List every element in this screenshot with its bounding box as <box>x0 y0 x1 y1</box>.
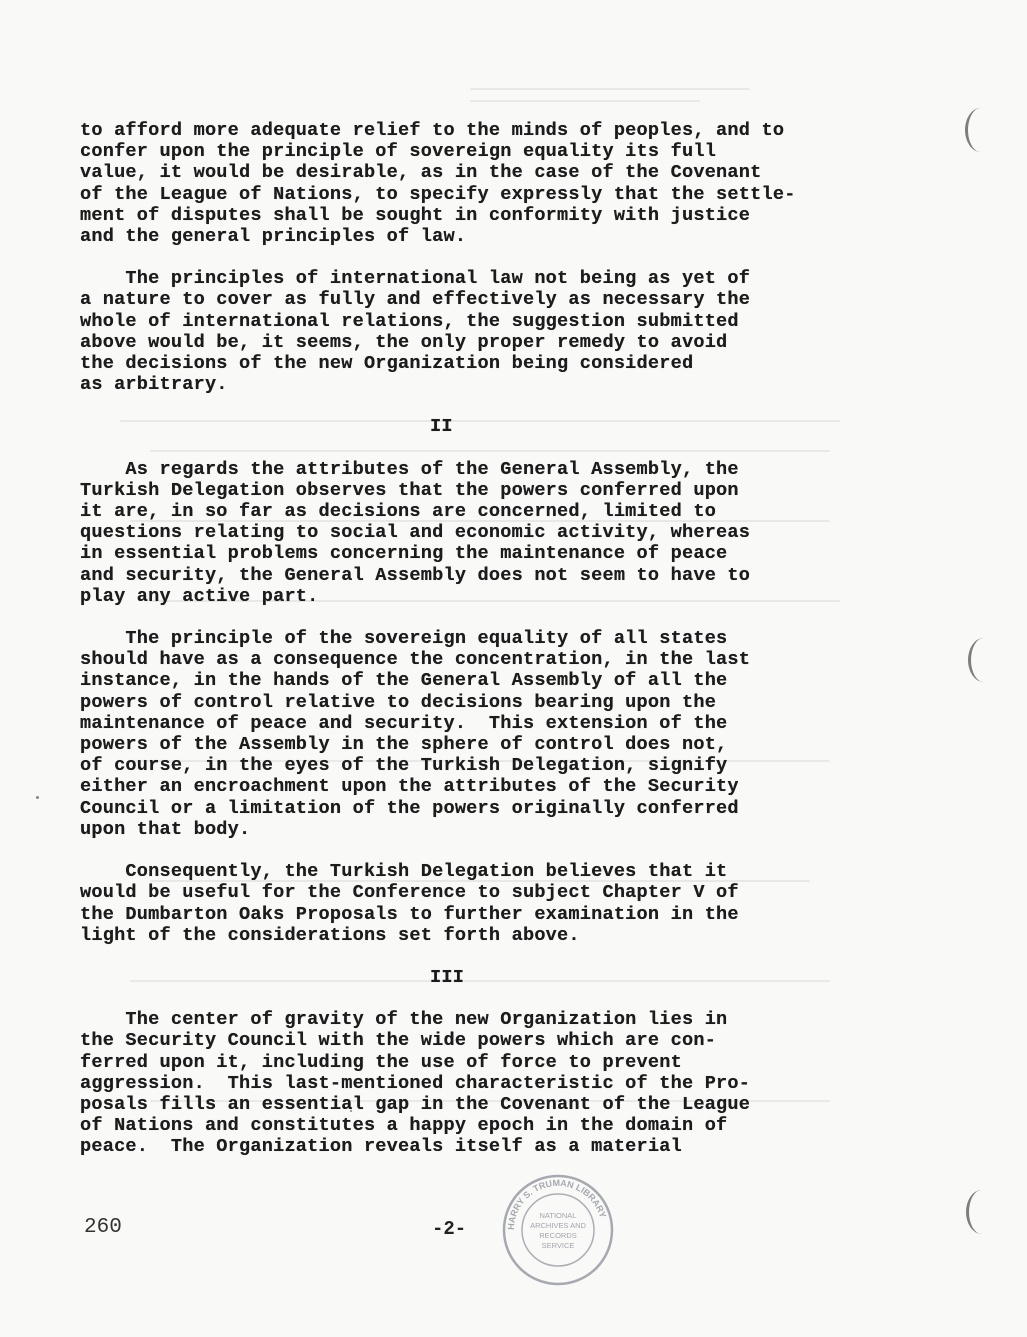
text-line: it are, in so far as decisions are concerned, limited to <box>80 501 717 523</box>
text-line: to afford more adequate relief to the minds of peoples, and to <box>80 120 785 141</box>
text-line: posals fills an essential gap in the Covenant of the League <box>80 1093 751 1115</box>
text-line: peace. The Organization reveals itself as a material <box>80 1136 682 1158</box>
text-line: The principles of international law not being as yet of <box>80 268 751 290</box>
stamp-text-line: NATIONAL <box>539 1211 577 1220</box>
text-line: The principle of the sovereign equality of all states <box>80 628 728 650</box>
text-line: confer upon the principle of sovereign equality its full <box>80 141 717 163</box>
text-line: powers of the Assembly in the sphere of control does not, <box>80 734 728 756</box>
page-number: -2- <box>432 1218 467 1240</box>
text-line: and the general principles of law. <box>80 226 467 248</box>
text-line: above would be, it seems, the only proper remedy to avoid <box>80 331 728 353</box>
text-line: of the League of Nations, to specify expressly that the settle- <box>80 183 796 205</box>
text-line: of course, in the eyes of the Turkish Delegation, signify <box>80 755 728 777</box>
stamp-text-line: SERVICE <box>541 1241 575 1250</box>
text-line: the decisions of the new Organization being considered <box>80 353 694 375</box>
paragraph <box>80 120 900 247</box>
paragraph-spacer <box>80 840 900 861</box>
text-line: As regards the attributes of the General Assembly, the <box>80 458 739 480</box>
section-heading: II <box>430 416 453 438</box>
text-line: whole of international relations, the suggestion submitted <box>80 310 739 332</box>
text-line: the Security Council with the wide powers which are con- <box>80 1030 717 1052</box>
text-line: The center of gravity of the new Organization lies in <box>80 1009 728 1031</box>
paragraph-spacer <box>80 247 900 268</box>
text-line: Council or a limitation of the powers originally conferred <box>80 797 739 819</box>
text-line: a nature to cover as fully and effectively as necessary the <box>80 289 751 311</box>
paragraph <box>80 628 900 840</box>
text-line: either an encroachment upon the attributes of the Security <box>80 776 739 798</box>
text-line: the Dumbarton Oaks Proposals to further examination in the <box>80 903 739 925</box>
stamp-text-line: RECORDS <box>539 1231 577 1240</box>
paragraph-spacer <box>80 946 900 967</box>
paragraph-spacer <box>80 988 900 1009</box>
paragraph <box>80 861 900 946</box>
text-line: should have as a consequence the concentration, in the last <box>80 649 751 671</box>
text-line: play any active part. <box>80 585 319 607</box>
text-line: light of the considerations set forth above. <box>80 924 580 946</box>
text-line: ment of disputes shall be sought in conformity with justice <box>80 204 751 226</box>
paragraph-spacer <box>80 607 900 628</box>
paragraph-spacer <box>80 395 900 416</box>
paragraph-spacer <box>80 438 900 459</box>
document-body <box>80 120 900 1158</box>
text-line: Turkish Delegation observes that the powers conferred upon <box>80 479 739 501</box>
paragraph <box>80 1009 900 1157</box>
document-control-number: 260 <box>84 1216 122 1239</box>
stamp-ring-text: HARRY S. TRUMAN LIBRARY <box>505 1177 609 1231</box>
text-line: powers of control relative to decisions bearing upon the <box>80 691 717 713</box>
paragraph <box>80 459 900 607</box>
text-line: as arbitrary. <box>80 374 228 396</box>
text-line: and security, the General Assembly does not seem to have to <box>80 564 751 586</box>
binder-hole-top <box>965 108 996 152</box>
text-line: maintenance of peace and security. This extension of the <box>80 712 728 734</box>
text-line: of Nations and constitutes a happy epoch in the domain of <box>80 1115 728 1137</box>
binder-hole-middle <box>968 638 999 682</box>
text-line: aggression. This last-mentioned characteristic of the Pro- <box>80 1072 751 1094</box>
archive-seal-stamp <box>498 1170 618 1290</box>
text-line: ferred upon it, including the use of force to prevent <box>80 1051 682 1073</box>
text-line: instance, in the hands of the General Assembly of all the <box>80 670 728 692</box>
text-line: questions relating to social and economic activity, whereas <box>80 522 751 544</box>
stamp-text-line: ARCHIVES AND <box>530 1221 586 1230</box>
section-heading: III <box>430 966 465 988</box>
binder-hole-bottom <box>966 1190 997 1234</box>
ink-speck <box>36 796 39 799</box>
text-line: value, it would be desirable, as in the case of the Covenant <box>80 162 762 184</box>
text-line: upon that body. <box>80 818 251 840</box>
text-line: in essential problems concerning the maintenance of peace <box>80 543 728 565</box>
paragraph <box>80 268 900 395</box>
text-line: would be useful for the Conference to subject Chapter V of <box>80 882 739 904</box>
text-line: Consequently, the Turkish Delegation believes that it <box>80 861 728 883</box>
